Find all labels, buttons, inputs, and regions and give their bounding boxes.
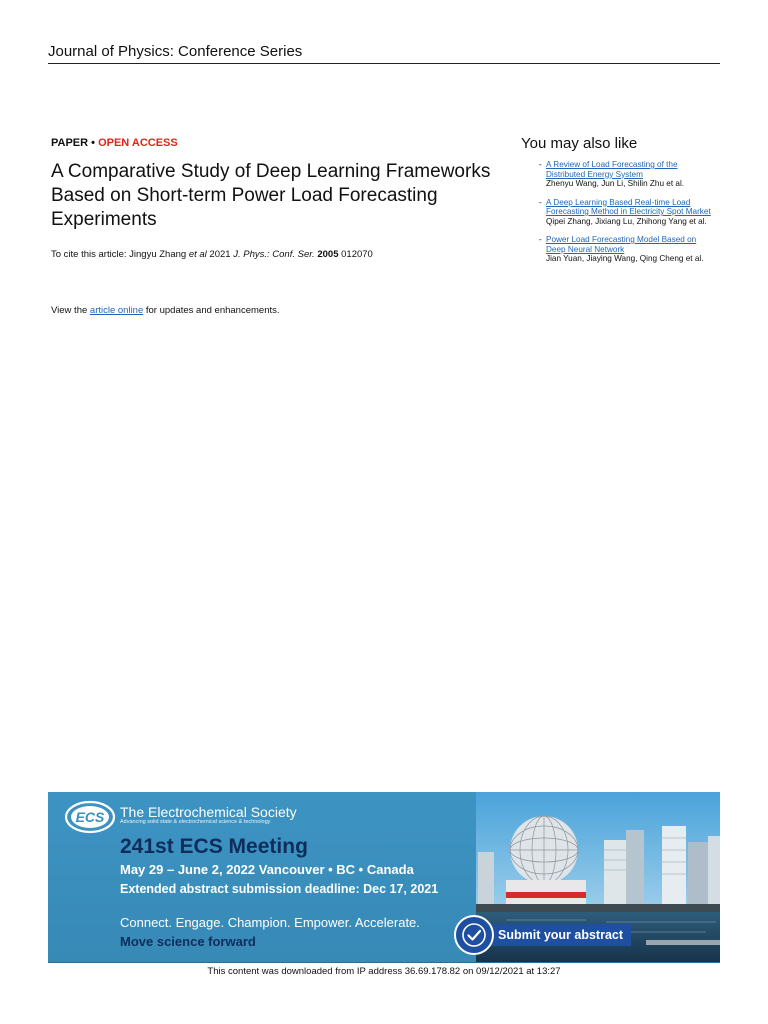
- related-article-link[interactable]: A Review of Load Forecasting of the Distributed Energy System: [546, 160, 678, 179]
- download-note: This content was downloaded from IP address 36.69.178.82 on 09/12/2021 at 13:27: [207, 966, 561, 977]
- meeting-slogan: Connect. Engage. Champion. Empower. Accelerate.: [120, 915, 420, 930]
- related-item: [521, 198, 721, 227]
- journal-name: Journal of Physics: Conference Series: [48, 43, 303, 60]
- submit-abstract-label[interactable]: Submit your abstract: [490, 924, 631, 946]
- article-title: A Comparative Study of Deep Learning Frameworks Based on Short-term Power Load Forecasting Experiments: [51, 161, 491, 230]
- list-dash: -: [539, 197, 542, 207]
- ecs-tagline: Advancing solid state & electrochemical science & technology: [120, 819, 271, 825]
- meeting-cta: Move science forward: [120, 934, 256, 949]
- related-article-link[interactable]: Power Load Forecasting Model Based on Deep Neural Network: [546, 235, 697, 254]
- citation-article-number: 012070: [338, 249, 373, 260]
- list-dash: -: [539, 160, 542, 169]
- ecs-meeting-banner[interactable]: [48, 792, 720, 963]
- citation-journal: J. Phys.: Conf. Ser.: [233, 249, 315, 260]
- view-online-prefix: View the: [51, 305, 90, 316]
- related-articles: [521, 135, 721, 273]
- deadline-date: Dec 17, 2021: [363, 882, 439, 896]
- paper-type-line: [51, 136, 178, 150]
- citation-prefix: To cite this article: Jingyu Zhang: [51, 249, 189, 260]
- paper-type-separator: •: [88, 137, 99, 149]
- check-icon: [456, 917, 492, 953]
- submission-deadline: [120, 881, 438, 897]
- related-article-link[interactable]: A Deep Learning Based Real-time Load Forecasting Method in Electricity Spot Market: [546, 197, 711, 216]
- meeting-dates: May 29 – June 2, 2022 Vancouver • BC • Canada: [120, 862, 414, 877]
- citation-volume: 2005: [317, 249, 339, 260]
- journal-header: [48, 42, 720, 64]
- meeting-title: 241st ECS Meeting: [120, 835, 308, 858]
- ecs-logo-icon: [65, 800, 117, 834]
- deadline-label: Extended abstract submission deadline:: [120, 882, 364, 896]
- related-article-authors: Qipei Zhang, Jixiang Lu, Zhihong Yang et al.: [546, 216, 707, 226]
- related-item: [521, 235, 721, 264]
- view-online-line: [51, 304, 280, 317]
- ecs-org-name: The Electrochemical Society: [120, 804, 297, 820]
- citation-etal: et al: [188, 249, 207, 260]
- related-article-authors: Zhenyu Wang, Jun Li, Shilin Zhu et al.: [546, 179, 685, 188]
- article-online-link[interactable]: article online: [89, 305, 144, 316]
- ecs-logo-text: ECS: [75, 809, 105, 825]
- open-access-label: OPEN ACCESS: [98, 137, 178, 149]
- citation-line: [51, 248, 373, 261]
- view-online-suffix: for updates and enhancements.: [143, 305, 280, 316]
- related-article-authors: Jian Yuan, Jiaying Wang, Qing Cheng et al.: [546, 254, 704, 263]
- related-heading: You may also like: [521, 135, 638, 152]
- citation-year: 2021: [206, 249, 234, 260]
- checkmark-badge: [454, 915, 494, 955]
- list-dash: -: [539, 235, 542, 244]
- related-item: [521, 160, 721, 189]
- paper-type-label: PAPER: [51, 137, 89, 149]
- submit-abstract-button[interactable]: [454, 913, 654, 959]
